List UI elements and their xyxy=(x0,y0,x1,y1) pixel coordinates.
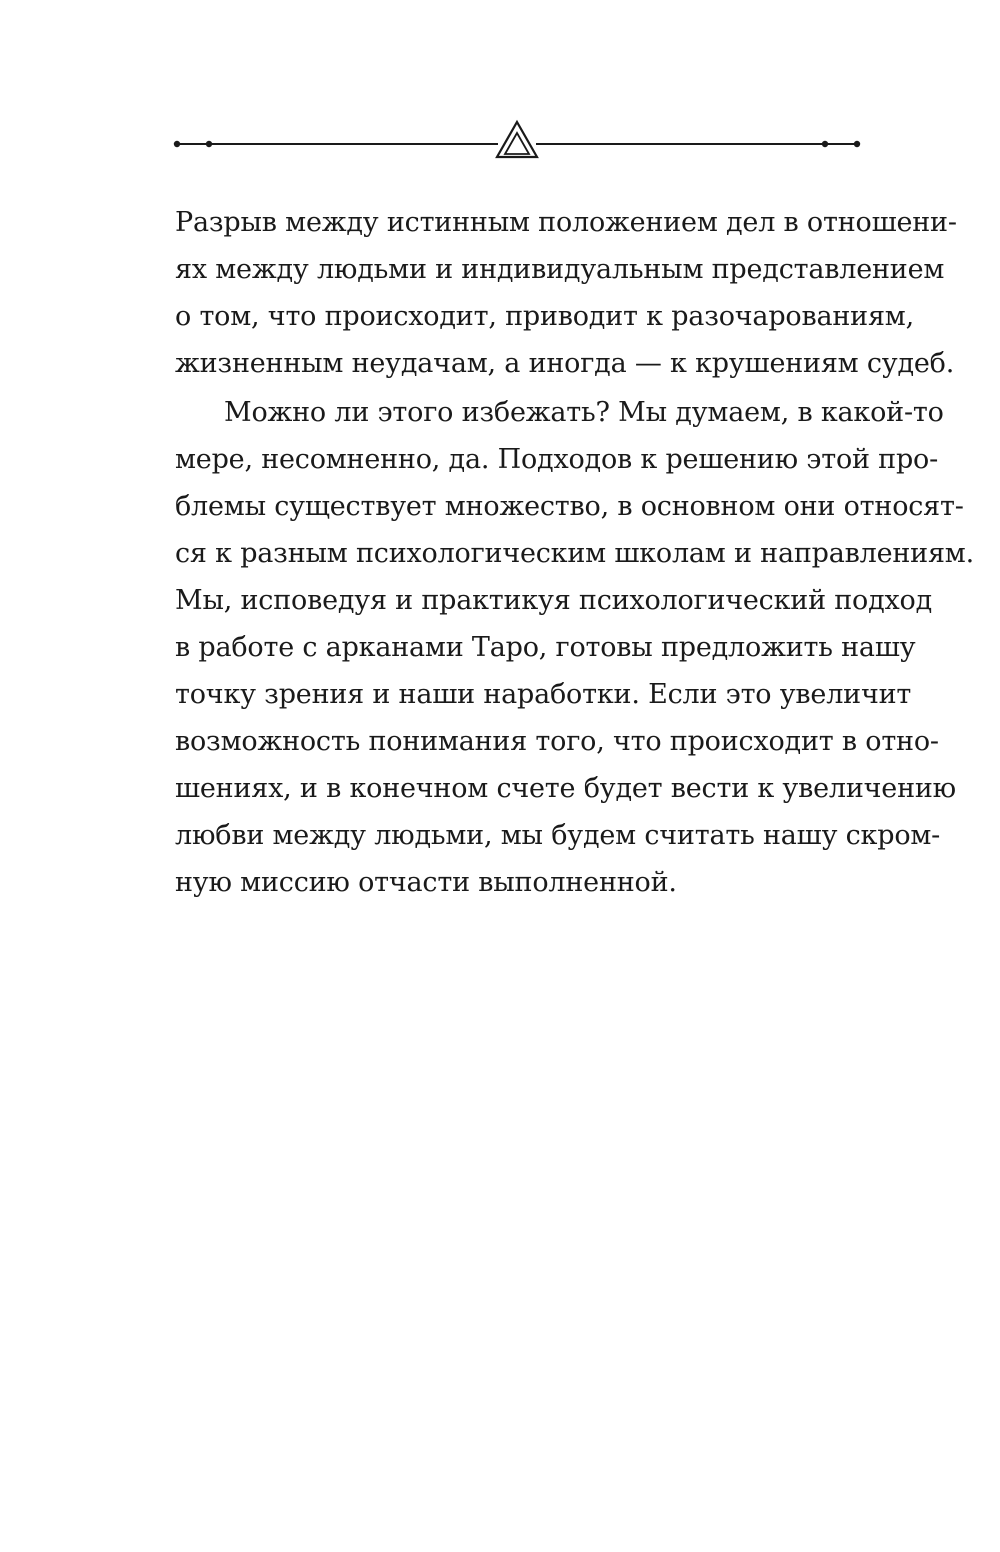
text-line: ся к разным психологическим школам и направлениям. xyxy=(175,538,974,569)
text-line: шениях, и в конечном счете будет вести к увеличению xyxy=(175,773,956,804)
paragraph-1 xyxy=(175,199,957,387)
header-ornament xyxy=(168,118,866,170)
body-text xyxy=(175,199,974,906)
text-line: блемы существует множество, в основном они относят- xyxy=(175,491,964,522)
text-line: ную миссию отчасти выполненной. xyxy=(175,867,677,898)
text-line: ях между людьми и индивидуальным представлением xyxy=(175,254,945,285)
text-line: в работе с арканами Таро, готовы предложить нашу xyxy=(175,632,916,663)
text-line: жизненным неудачам, а иногда — к крушениям судеб. xyxy=(175,348,955,379)
triangle-ornament-icon xyxy=(174,122,860,157)
text-line: любви между людьми, мы будем считать нашу скром- xyxy=(175,820,941,851)
text-line: Можно ли этого избежать? Мы думаем, в какой-то xyxy=(224,397,944,428)
text-line: мере, несомненно, да. Подходов к решению этой про- xyxy=(175,444,939,475)
text-line: возможность понимания того, что происходит в отно- xyxy=(175,726,939,757)
text-line: точку зрения и наши наработки. Если это увеличит xyxy=(175,679,912,710)
text-line: Мы, исповедуя и практикуя психологический подход xyxy=(175,585,933,616)
paragraph-2 xyxy=(175,389,974,906)
text-line: о том, что происходит, приводит к разочарованиям, xyxy=(175,301,914,332)
text-line: Разрыв между истинным положением дел в отношени- xyxy=(175,207,957,238)
